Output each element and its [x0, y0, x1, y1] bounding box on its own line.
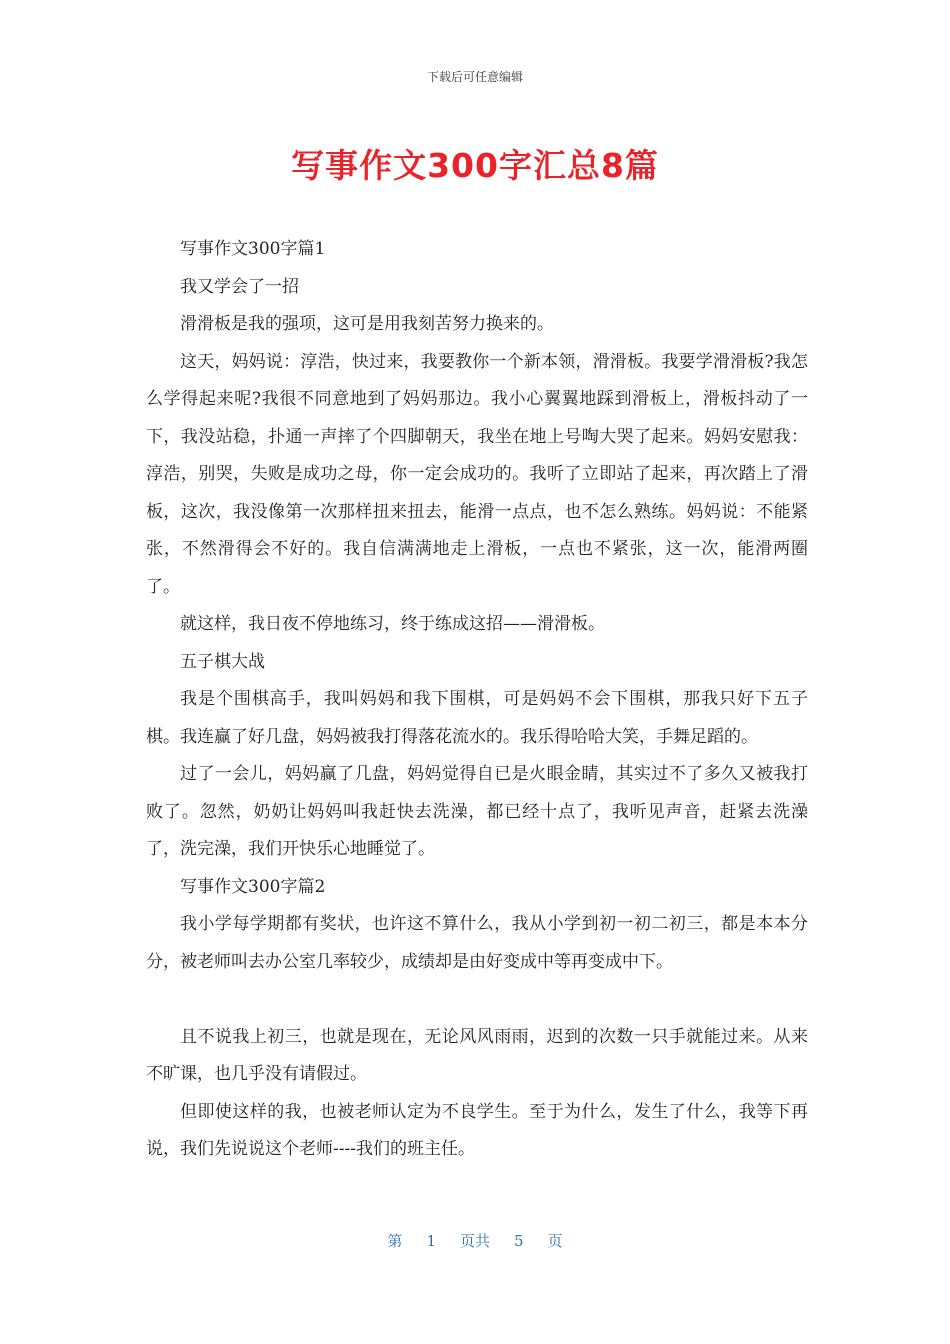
footer-page-number: 1: [426, 1232, 436, 1250]
section-heading: 写事作文300字篇1: [180, 239, 326, 259]
footer-total-pages: 5: [514, 1232, 524, 1250]
paragraph: 滑滑板是我的强项，这可是用我刻苦努力换来的。: [180, 314, 554, 334]
header-note: 下载后可任意编辑: [426, 70, 523, 84]
document-title: 写事作文300字汇总8篇: [291, 146, 659, 185]
footer-middle: 页共: [459, 1232, 490, 1250]
paragraph: 我是个围棋高手，我叫妈妈和我下围棋，可是妈妈不会下围棋，那我只好下五子棋。我连赢了好几盘，妈妈被我打得落花流水的。我乐得哈哈大笑，手舞足蹈的。: [146, 689, 808, 747]
paragraph: 这天，妈妈说：淳浩，快过来，我要教你一个新本领，滑滑板。我要学滑滑板?我怎么学得起来呢?我很不同意地到了妈妈那边。我小心翼翼地踩到滑板上，滑板抖动了一下，我没站稳，扑通一声摔了个四脚朝天，我坐在地上号啕大哭了起来。妈妈安慰我：淳浩，别哭，失败是成功之母，你一定会成功的。我听了立即站了起来，再次踏上了滑板，这次，我没像第一次那样扭来扭去，能滑一点点，也不怎么熟练。妈妈说：不能紧张，不然滑得会不好的。我自信满满地走上滑板，一点也不紧张，这一次，能滑两圈了。: [146, 351, 808, 597]
section-heading: 写事作文300字篇2: [180, 876, 326, 897]
document-body: [146, 231, 808, 1169]
subheading: 我又学会了一招: [180, 276, 299, 297]
subheading: 五子棋大战: [180, 651, 265, 672]
paragraph: 我小学每学期都有奖状，也许这不算什么，我从小学到初一初二初三，都是本本分分，被老师叫去办公室几率较少，成绩却是由好变成中等再变成中下。: [146, 914, 808, 972]
page-footer: [0, 1230, 950, 1251]
paragraph: 但即使这样的我，也被老师认定为不良学生。至于为什么，发生了什么，我等下再说，我们先说说这个老师----我们的班主任。: [146, 1101, 808, 1159]
footer-prefix: 第: [387, 1232, 403, 1250]
paragraph: 且不说我上初三，也就是现在，无论风风雨雨，迟到的次数一只手就能过来。从来不旷课，也几乎没有请假过。: [146, 1026, 808, 1084]
paragraph: 过了一会儿，妈妈赢了几盘，妈妈觉得自已是火眼金睛，其实过不了多久又被我打败了。忽然，奶奶让妈妈叫我赶快去洗澡，都已经十点了，我听见声音，赶紧去洗澡了，洗完澡，我们开快乐心地睡觉了。: [146, 764, 808, 859]
footer-suffix: 页: [547, 1232, 563, 1250]
paragraph: 就这样，我日夜不停地练习，终于练成这招——滑滑板。: [180, 614, 605, 634]
